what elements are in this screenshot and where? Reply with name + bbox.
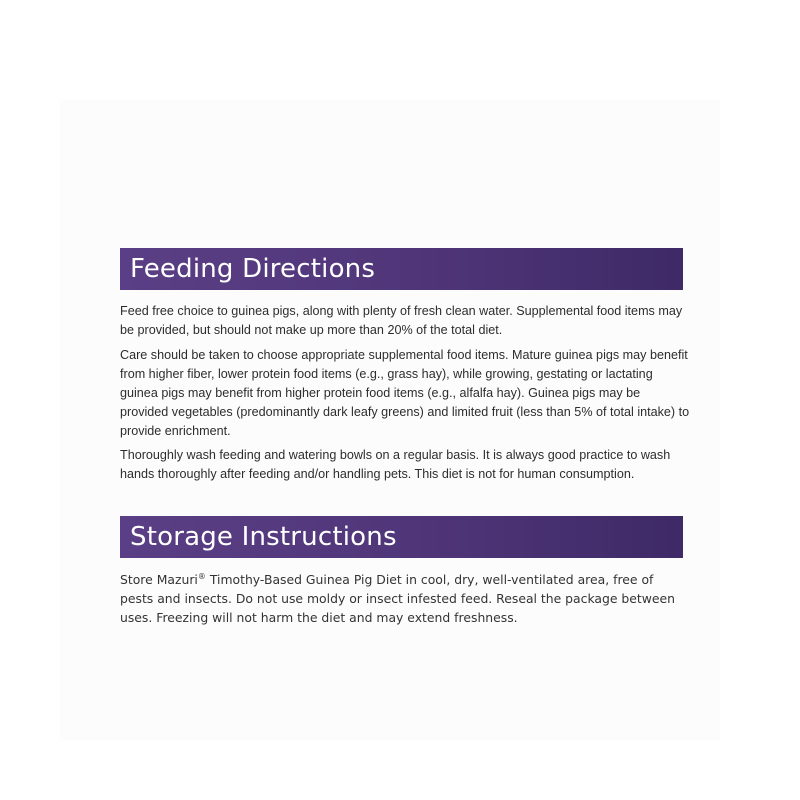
- feeding-paragraph-2: Care should be taken to choose appropriate supplemental food items. Mature guinea pigs may benefit from higher fiber, lower protein food items (e.g., grass hay), while growing, gestating or lactating guinea pigs may benefit from higher protein food items (e.g., alfalfa hay). Guinea pigs may be provided vegetables (predominantly dark leafy greens) and limited fruit (less than 5% of total intake) to provide enrichment.: [120, 348, 690, 438]
- storage-text-rest: Timothy-Based Guinea Pig Diet in cool, dry, well-ventilated area, free of pests and insects. Do not use moldy or insect infested feed. Reseal the package between uses. Freezing will not harm the diet and may extend freshness.: [120, 572, 676, 625]
- storage-text-start: Store Mazuri: [120, 572, 198, 587]
- feeding-paragraph-1: Feed free choice to guinea pigs, along with plenty of fresh clean water. Supplemental food items may be provided, but should not make up more than 20% of the total diet.: [120, 304, 683, 337]
- registered-mark: ®: [197, 571, 206, 581]
- feeding-directions-header: [120, 248, 683, 290]
- storage-paragraph: [120, 570, 690, 627]
- storage-instructions-title: Storage Instructions: [130, 522, 397, 552]
- storage-instructions-header: [120, 516, 683, 558]
- feeding-directions-title: Feeding Directions: [130, 254, 376, 284]
- feeding-paragraph-3: Thoroughly wash feeding and watering bowls on a regular basis. It is always good practice to wash hands thoroughly after feeding and/or handling pets. This diet is not for human consumption.: [120, 448, 671, 481]
